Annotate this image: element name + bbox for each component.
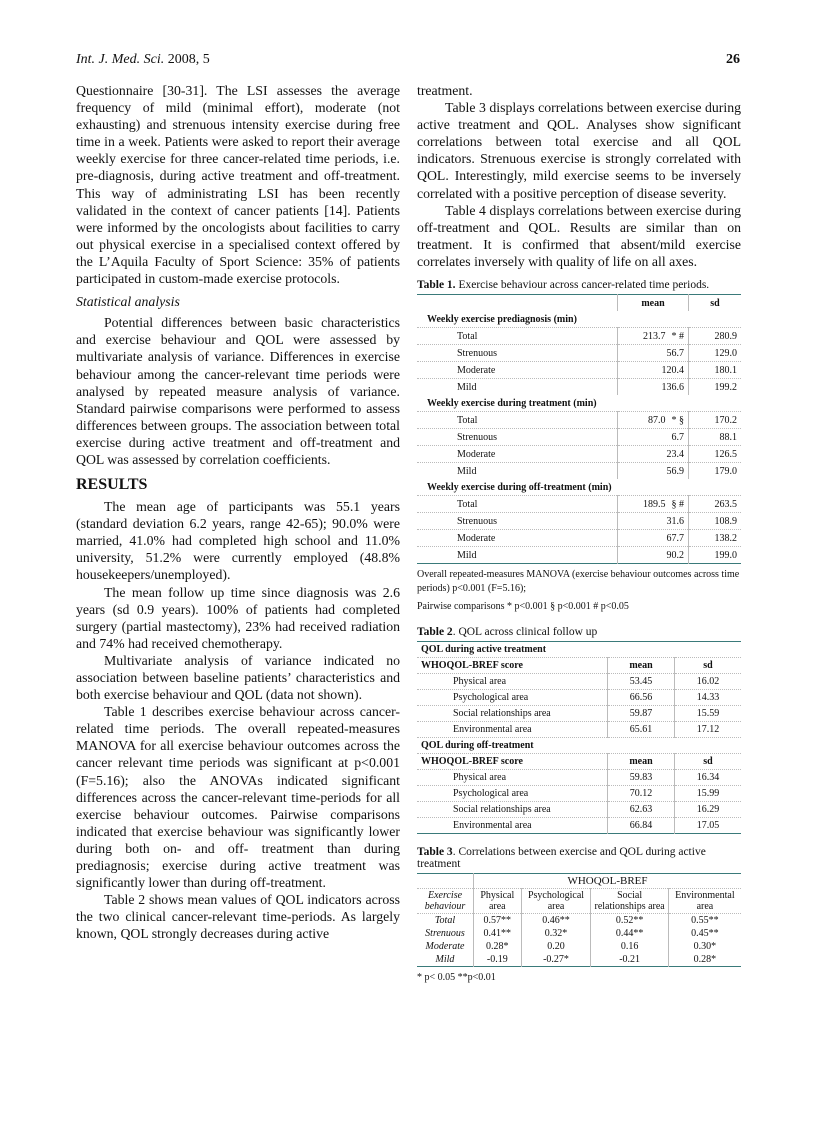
table-header-row [417,754,741,770]
mean-value: 213.7 [643,330,666,342]
table-row [417,953,741,967]
correlation-cell: -0.27* [521,953,591,967]
table-group-row [417,395,741,412]
mean-cell: 59.87 [608,706,675,722]
sd-cell: 263.5 [689,496,742,513]
paragraph: Potential differences between basic characteristics and exercise behaviour and QOL were assessed by multivariate analysis of variance. Differences in exercise behaviour among the cancer-relevant time periods were analysed by repeated measure analysis of variance. Standard pairwise comparisons were performed to assess differences between groups. The association between total exercise during active treatment and off-treatment and QOL was assessed by correlation coefficients. [76,315,400,467]
table-group-row [417,311,741,328]
table-row [417,786,741,802]
row-label: Mild [417,547,618,564]
table-1-note-pairwise: Pairwise comparisons * p<0.001 § p<0.001 # p<0.05 [417,601,629,613]
section-heading-results: RESULTS [76,476,148,494]
paragraph: The mean age of participants was 55.1 years (standard deviation 6.2 years, range 42-65); 90.0% were married, 41.0% had completed high school and 11.0% university, 51.2% were currently employed (48.8% housekeepers/unemployed). [76,499,400,583]
col-sd: sd [675,754,742,770]
table-1-block [417,279,741,614]
sd-cell: 16.02 [675,674,742,690]
mean-value: 31.6 [666,515,684,527]
row-label: Mild [417,953,474,967]
mean-cell [618,446,689,463]
table-row [417,496,741,513]
sd-cell: 199.2 [689,379,742,396]
correlation-cell: 0.45** [691,928,719,940]
row-label: Strenuous [417,513,618,530]
table-row [417,927,741,940]
mean-cell [618,530,689,547]
table-row [417,446,741,463]
row-label: Total [417,496,618,513]
col-mean: mean [608,658,675,674]
group-title: Weekly exercise prediagnosis (min) [427,313,577,325]
table-row [417,818,741,834]
mean-cell: 53.45 [608,674,675,690]
sd-cell: 138.2 [689,530,742,547]
correlation-cell: 0.52** [591,914,668,928]
sd-cell: 108.9 [689,513,742,530]
paragraph: Table 3 displays correlations between exercise during active treatment and QOL. Analyses show significant correlations between total exercise and all QOL indicators. Strenuous exercise is strongly correlated with QOL. Interestingly, mild exercise seems to be inversely correlated with a positive perception of disease severity. [417,100,741,201]
table-row [417,674,741,690]
table-group-row [417,479,741,496]
mean-cell [618,496,689,513]
table-row [417,530,741,547]
correlation-cell: 0.46** [521,914,591,928]
table-row [417,770,741,786]
col-sd: sd [675,658,742,674]
group-title: QOL during active treatment [417,642,741,658]
table-header-row [417,658,741,674]
sd-cell: 199.0 [689,547,742,564]
col-mean: mean [608,754,675,770]
mean-value: 120.4 [661,364,684,376]
mean-cell: 66.56 [608,690,675,706]
paragraph: The mean follow up time since diagnosis was 2.6 years (sd 0.9 years). 100% of patients had completed surgery (partial mastectomy), 23% had received radiation and 74% had received chemotherapy. [76,584,400,651]
row-label: Moderate [417,530,618,547]
sd-cell: 15.99 [675,786,742,802]
table-3 [417,873,741,967]
table-group-row [417,642,741,658]
group-title: QOL during off-treatment [417,738,741,754]
row-label: Psychological area [417,690,608,706]
table-1 [417,294,741,564]
sd-cell: 126.5 [689,446,742,463]
row-label: Total [417,328,618,345]
table-2-caption: Table 2. QOL across clinical follow up [417,626,598,639]
paragraph: treatment. [417,83,473,98]
mean-cell: 59.83 [608,770,675,786]
table-header-row [417,889,741,914]
correlation-cell: 0.44** [591,927,668,940]
mean-cell: 65.61 [608,722,675,738]
row-label: Physical area [417,770,608,786]
mean-value: 56.9 [666,465,684,477]
journal-name: Int. J. Med. Sci. [76,52,165,67]
row-label: Psychological area [417,786,608,802]
correlation-cell: 0.32* [521,927,591,940]
correlation-cell: 0.16 [591,940,668,953]
mean-cell [618,429,689,446]
table-3-caption: Table 3. Correlations between exercise and QOL during active treatment [417,846,706,871]
table-row [417,722,741,738]
mean-cell: 66.84 [608,818,675,834]
table-1-note-manova: Overall repeated-measures MANOVA (exercise behaviour outcomes across time periods) p<0.001 (F=5.16); [417,569,740,595]
col-sd: sd [710,297,720,309]
mean-value: 67.7 [666,532,684,544]
journal-year-volume: 2008, 5 [167,52,210,67]
mean-value: 23.4 [666,448,684,460]
row-label: Mild [417,379,618,396]
mean-cell [618,345,689,362]
super-header: WHOQOL-BREF [567,875,648,888]
correlation-cell: 0.28* [474,940,522,953]
table-row [417,412,741,429]
row-label: Strenuous [417,345,618,362]
sd-cell: 179.0 [689,463,742,480]
table-header-row [417,295,741,312]
col-header: Psychological area [521,889,591,914]
row-label: Mild [417,463,618,480]
mean-cell [618,463,689,480]
mean-cell [618,379,689,396]
table-row [417,690,741,706]
table-row [417,802,741,818]
row-label: Physical area [417,674,608,690]
table-3-block [417,846,741,985]
paragraph: Table 2 shows mean values of QOL indicators across the two clinical cancer-relevant time-periods. As largely known, QOL strongly decreases during active [76,892,400,942]
row-label: Environmental area [417,818,608,834]
sd-cell: 170.2 [689,412,742,429]
sd-cell: 280.9 [689,328,742,345]
left-column [76,82,400,943]
table-row [417,345,741,362]
mean-cell: 62.63 [608,802,675,818]
significance-mark: * § [671,414,684,426]
row-label: Total [417,914,474,928]
subheading-statistical-analysis: Statistical analysis [76,294,180,310]
col-exercise-behaviour: Exercise behaviour [417,889,474,914]
row-label: Environmental area [417,722,608,738]
mean-value: 189.5 [643,498,666,510]
correlation-cell: 0.55** [668,914,741,928]
correlation-cell: 0.41** [474,927,522,940]
sd-cell: 88.1 [689,429,742,446]
sd-cell: 180.1 [689,362,742,379]
group-title: Weekly exercise during treatment (min) [427,397,597,409]
mean-cell [618,412,689,429]
row-label: Social relationships area [417,802,608,818]
table-row [417,914,741,928]
table-2-block [417,626,741,834]
correlation-cell: 0.20 [521,940,591,953]
mean-value: 90.2 [666,549,684,561]
row-label: Moderate [417,940,474,953]
significance-mark: * # [671,330,684,342]
correlation-cell: -0.19 [474,953,522,967]
correlation-cell: -0.21 [591,953,668,967]
col-header: Environmental area [668,889,741,914]
sd-cell: 17.12 [675,722,742,738]
table-row [417,547,741,564]
sd-cell: 17.05 [675,818,742,834]
sd-cell: 14.33 [675,690,742,706]
row-label: Total [417,412,618,429]
row-label: Moderate [417,446,618,463]
correlation-cell: 0.30* [693,941,717,953]
row-label: Social relationships area [417,706,608,722]
mean-cell [618,362,689,379]
paragraph: Table 4 displays correlations between exercise during off-treatment and QOL. Results are similar than on treatment. It is confirmed that absent/mild exercise correlates inversely with quality of life on all axes. [417,202,741,269]
table-row [417,706,741,722]
sd-cell: 15.59 [675,706,742,722]
mean-value: 6.7 [671,431,684,443]
table-super-header-row [417,874,741,889]
mean-value: 136.6 [661,381,684,393]
table-row [417,513,741,530]
paragraph: Multivariate analysis of variance indicated no association between baseline patients’ characteristics and both exercise behaviour and QOL (data not shown). [76,652,400,703]
mean-value: 56.7 [666,347,684,359]
col-mean: mean [618,295,689,312]
sd-cell: 16.34 [675,770,742,786]
table-1-caption: Table 1. Exercise behaviour across cancer-related time periods. [417,279,710,292]
mean-cell [618,328,689,345]
table-row [417,328,741,345]
score-label: WHOQOL-BREF score [417,658,608,674]
table-row [417,463,741,480]
table-row [417,940,741,953]
col-header: Physical area [474,889,522,914]
row-label: Strenuous [417,927,474,940]
table-row [417,362,741,379]
mean-cell [618,547,689,564]
score-label: WHOQOL-BREF score [417,754,608,770]
col-header: Social relationships area [591,889,668,914]
correlation-cell: 0.57** [474,914,522,928]
significance-mark: § # [671,498,684,510]
mean-value: 87.0 [648,414,666,426]
paragraph: Table 1 describes exercise behaviour across cancer-related time periods. The overall repeated-measures MANOVA for all exercise behaviour outcomes across the cancer relevant time periods was significant at p<0.001 (F=5.16); also the ANOVAs indicated significant differences across the cancer-relevant time-periods for all exercise behaviour outcomes. Pairwise comparisons indicated that exercise behaviour was significantly lower during both on- and off- treatment than during prediagnosis; exercise during active treatment was significantly lower than during off-treatment. [76,704,400,891]
mean-cell [618,513,689,530]
sd-cell: 129.0 [689,345,742,362]
table-group-row [417,738,741,754]
group-title: Weekly exercise during off-treatment (min) [427,481,612,493]
correlation-cell: 0.28* [693,954,717,966]
row-label: Strenuous [417,429,618,446]
table-3-note: * p< 0.05 **p<0.01 [417,972,496,984]
mean-cell: 70.12 [608,786,675,802]
page-number: 26 [726,52,740,67]
table-row [417,429,741,446]
row-label: Moderate [417,362,618,379]
right-column [417,82,741,985]
paragraph: Questionnaire [30-31]. The LSI assesses the average frequency of mild (minimal effort), moderate (not exhausting) and strenuous intensity exercise during free time in a week. Patients were asked to report their average weekly exercise for three cancer-related time periods, i.e. pre-diagnosis, during active treatment and off-treatment. This way of administrating LSI has been recently validated in the context of cancer patients [14]. Patients were informed by the oncologists about facilities to carry out physical exercise in a specialised context offered by the L’Aquila Faculty of Sport Science: 35% of patients participated in custom-made exercise protocols. [76,83,400,287]
table-2 [417,641,741,834]
table-row [417,379,741,396]
sd-cell: 16.29 [675,802,742,818]
running-header [76,52,210,68]
